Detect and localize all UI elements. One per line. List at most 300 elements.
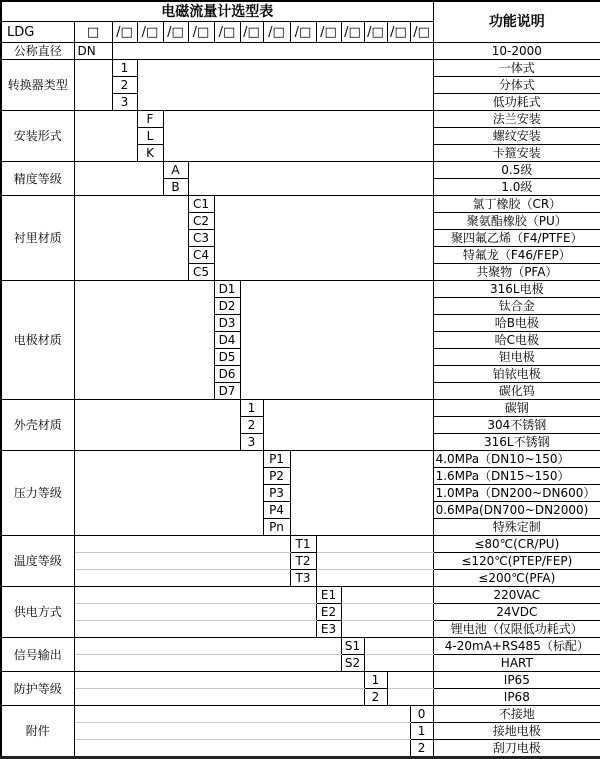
spacer-cell	[387, 94, 410, 111]
code-cell: D3	[214, 315, 240, 332]
spacer-cell	[290, 672, 316, 689]
spacer-cell	[137, 315, 163, 332]
table-row	[1, 502, 600, 519]
spacer-cell	[341, 145, 364, 162]
spacer-cell	[290, 451, 316, 468]
spacer-cell	[316, 298, 341, 315]
code-cell: D7	[214, 383, 240, 400]
spacer-cell	[387, 196, 410, 213]
spacer-cell	[290, 94, 316, 111]
spacer-cell	[290, 162, 316, 179]
code-cell: T3	[290, 570, 316, 587]
desc-cell: ≤120℃(PTEP/FEP)	[433, 553, 600, 570]
spacer-cell	[112, 196, 137, 213]
spacer-cell	[137, 587, 163, 604]
spacer-cell	[364, 383, 387, 400]
spacer-cell	[290, 315, 316, 332]
spacer-cell	[316, 264, 341, 281]
spacer-cell	[112, 740, 137, 758]
spacer-cell	[240, 672, 263, 689]
spacer-cell	[137, 196, 163, 213]
table-row	[1, 740, 600, 758]
spacer-cell	[364, 536, 387, 553]
code-cell: 1	[410, 723, 433, 740]
spacer-cell	[74, 689, 112, 706]
spacer-cell	[410, 689, 433, 706]
spacer-cell	[112, 332, 137, 349]
spacer-cell	[214, 570, 240, 587]
table-row	[1, 366, 600, 383]
spacer-cell	[263, 281, 290, 298]
spacer-cell	[341, 162, 364, 179]
spacer-cell	[137, 519, 163, 536]
code-cell: 3	[240, 434, 263, 451]
spacer-cell	[341, 196, 364, 213]
spacer-cell	[214, 111, 240, 128]
spacer-cell	[214, 434, 240, 451]
table-row	[1, 672, 600, 689]
spacer-cell	[341, 315, 364, 332]
spacer-cell	[112, 723, 137, 740]
spacer-cell	[112, 383, 137, 400]
spacer-cell	[387, 213, 410, 230]
spacer-cell	[290, 366, 316, 383]
spacer-cell	[112, 111, 137, 128]
spacer-cell	[74, 94, 112, 111]
spacer-cell	[137, 213, 163, 230]
spacer-cell	[263, 536, 290, 553]
table-row	[1, 43, 600, 60]
code-cell: D2	[214, 298, 240, 315]
spacer-cell	[112, 638, 137, 655]
spacer-cell	[410, 485, 433, 502]
spacer-cell	[112, 706, 137, 723]
spacer-cell	[74, 349, 112, 366]
spacer-cell	[163, 570, 188, 587]
spacer-cell	[316, 213, 341, 230]
spacer-cell	[341, 502, 364, 519]
desc-cell: 一体式	[433, 60, 600, 77]
spacer-cell	[112, 366, 137, 383]
spacer-cell	[74, 60, 112, 77]
spacer-cell	[163, 349, 188, 366]
table-row	[1, 536, 600, 553]
spacer-cell	[214, 43, 240, 60]
spacer-cell	[387, 264, 410, 281]
spacer-cell	[364, 315, 387, 332]
spacer-cell	[74, 723, 112, 740]
spacer-cell	[112, 655, 137, 672]
spacer-cell	[188, 111, 214, 128]
spacer-cell	[112, 349, 137, 366]
spacer-cell	[137, 485, 163, 502]
spacer-cell	[341, 383, 364, 400]
spacer-cell	[163, 366, 188, 383]
spacer-cell	[316, 281, 341, 298]
desc-cell: 1.0MPa（DN200~DN600）	[433, 485, 600, 502]
desc-cell: IP68	[433, 689, 600, 706]
table-row	[1, 655, 600, 672]
spacer-cell	[112, 434, 137, 451]
spacer-cell	[410, 451, 433, 468]
desc-cell: 螺纹安装	[433, 128, 600, 145]
spacer-cell	[263, 196, 290, 213]
spacer-cell	[188, 43, 214, 60]
spacer-cell	[240, 366, 263, 383]
spacer-cell	[290, 587, 316, 604]
spacer-cell	[410, 281, 433, 298]
spacer-cell	[137, 298, 163, 315]
spacer-cell	[163, 689, 188, 706]
spacer-cell	[341, 332, 364, 349]
page-title: 电磁流量计选型表	[1, 1, 433, 22]
spacer-cell	[74, 247, 112, 264]
spacer-cell	[240, 349, 263, 366]
spacer-cell	[364, 468, 387, 485]
spacer-cell	[214, 213, 240, 230]
spacer-cell	[74, 502, 112, 519]
spacer-cell	[163, 706, 188, 723]
spacer-cell	[316, 94, 341, 111]
section-label: 衬里材质	[1, 196, 74, 281]
spacer-cell	[188, 502, 214, 519]
spacer-cell	[316, 349, 341, 366]
spacer-cell	[364, 400, 387, 417]
spacer-cell	[112, 43, 137, 60]
spacer-cell	[163, 536, 188, 553]
spacer-cell	[290, 706, 316, 723]
spacer-cell	[112, 570, 137, 587]
spacer-cell	[163, 604, 188, 621]
spacer-cell	[188, 60, 214, 77]
spacer-cell	[316, 77, 341, 94]
spacer-cell	[240, 570, 263, 587]
spacer-cell	[188, 434, 214, 451]
spacer-cell	[137, 723, 163, 740]
spacer-cell	[263, 145, 290, 162]
spacer-cell	[214, 451, 240, 468]
spacer-cell	[74, 706, 112, 723]
spacer-cell	[137, 349, 163, 366]
spacer-cell	[137, 60, 163, 77]
spacer-cell	[410, 383, 433, 400]
desc-cell: 卡箍安装	[433, 145, 600, 162]
spacer-cell	[290, 638, 316, 655]
spacer-cell	[188, 179, 214, 196]
spacer-cell	[263, 621, 290, 638]
spacer-cell	[364, 621, 387, 638]
table-row	[1, 349, 600, 366]
spacer-cell	[387, 417, 410, 434]
spacer-cell	[316, 162, 341, 179]
spacer-cell	[163, 145, 188, 162]
spacer-cell	[163, 383, 188, 400]
spacer-cell	[410, 349, 433, 366]
spacer-cell	[387, 43, 410, 60]
spacer-cell	[387, 740, 410, 758]
spacer-cell	[410, 672, 433, 689]
section-label: 压力等级	[1, 451, 74, 536]
spacer-cell	[137, 672, 163, 689]
spacer-cell	[137, 247, 163, 264]
spacer-cell	[410, 417, 433, 434]
code-cell: C5	[188, 264, 214, 281]
spacer-cell	[263, 111, 290, 128]
spacer-cell	[112, 468, 137, 485]
spacer-cell	[364, 281, 387, 298]
spacer-cell	[137, 434, 163, 451]
spacer-cell	[387, 162, 410, 179]
desc-cell: 法兰安装	[433, 111, 600, 128]
spacer-cell	[163, 434, 188, 451]
spacer-cell	[163, 485, 188, 502]
code-cell: C1	[188, 196, 214, 213]
spacer-cell	[316, 468, 341, 485]
spacer-cell	[387, 298, 410, 315]
spacer-cell	[410, 179, 433, 196]
desc-cell: 碳化钨	[433, 383, 600, 400]
spacer-cell	[341, 536, 364, 553]
desc-cell: 哈C电极	[433, 332, 600, 349]
spacer-cell	[214, 400, 240, 417]
desc-cell: 220VAC	[433, 587, 600, 604]
table-row	[1, 400, 600, 417]
spacer-cell	[387, 536, 410, 553]
spacer-cell	[163, 247, 188, 264]
spacer-cell	[341, 485, 364, 502]
spacer-cell	[316, 145, 341, 162]
spacer-cell	[364, 77, 387, 94]
spacer-cell	[290, 400, 316, 417]
spacer-cell	[263, 723, 290, 740]
spacer-cell	[74, 587, 112, 604]
code-cell: E1	[316, 587, 341, 604]
spacer-cell	[290, 111, 316, 128]
spacer-cell	[137, 468, 163, 485]
spacer-cell	[240, 111, 263, 128]
desc-cell: ≤200℃(PFA)	[433, 570, 600, 587]
spacer-cell	[410, 332, 433, 349]
spacer-cell	[137, 366, 163, 383]
code-cell: D6	[214, 366, 240, 383]
spacer-cell	[410, 94, 433, 111]
spacer-cell	[364, 94, 387, 111]
spacer-cell	[112, 672, 137, 689]
code-cell: P2	[263, 468, 290, 485]
table-row	[1, 621, 600, 638]
spacer-cell	[341, 468, 364, 485]
table-row	[1, 587, 600, 604]
spacer-cell	[263, 587, 290, 604]
spacer-cell	[316, 434, 341, 451]
spacer-cell	[240, 519, 263, 536]
table-row	[1, 434, 600, 451]
code-cell: 3	[112, 94, 137, 111]
table-row	[1, 111, 600, 128]
spacer-cell	[316, 111, 341, 128]
spacer-cell	[263, 213, 290, 230]
spacer-cell	[188, 638, 214, 655]
spacer-cell	[290, 383, 316, 400]
spacer-cell	[163, 451, 188, 468]
desc-cell: 0.5级	[433, 162, 600, 179]
spacer-cell	[316, 400, 341, 417]
spacer-cell	[263, 264, 290, 281]
spacer-cell	[290, 77, 316, 94]
section-label: 防护等级	[1, 672, 74, 706]
spacer-cell	[316, 451, 341, 468]
code-cell: P3	[263, 485, 290, 502]
spacer-cell	[263, 740, 290, 758]
spacer-cell	[316, 230, 341, 247]
spacer-cell	[74, 281, 112, 298]
section-label: 信号输出	[1, 638, 74, 672]
spacer-cell	[341, 43, 364, 60]
table-row	[1, 1, 600, 22]
spacer-cell	[263, 553, 290, 570]
code-cell: C3	[188, 230, 214, 247]
spacer-cell	[263, 179, 290, 196]
spacer-cell	[163, 213, 188, 230]
spacer-cell	[163, 587, 188, 604]
code-cell: L	[137, 128, 163, 145]
spacer-cell	[316, 553, 341, 570]
spacer-cell	[263, 332, 290, 349]
desc-cell: 4-20mA+RS485（标配）	[433, 638, 600, 655]
spacer-cell	[387, 502, 410, 519]
table-row	[1, 179, 600, 196]
code-cell: S2	[341, 655, 364, 672]
spacer-cell	[74, 366, 112, 383]
spacer-cell	[387, 723, 410, 740]
spacer-cell	[410, 264, 433, 281]
spacer-cell	[290, 145, 316, 162]
spacer-cell	[290, 332, 316, 349]
spacer-cell	[316, 638, 341, 655]
spacer-cell	[290, 298, 316, 315]
spacer-cell	[387, 77, 410, 94]
table-row	[1, 264, 600, 281]
spacer-cell	[290, 485, 316, 502]
desc-cell: 聚四氟乙烯（F4/PTFE）	[433, 230, 600, 247]
spacer-cell	[341, 434, 364, 451]
spacer-cell	[387, 366, 410, 383]
spacer-cell	[188, 689, 214, 706]
spacer-cell	[387, 111, 410, 128]
spacer-cell	[410, 553, 433, 570]
spacer-cell	[341, 672, 364, 689]
desc-cell: 哈B电极	[433, 315, 600, 332]
spacer-cell	[74, 128, 112, 145]
desc-cell: 钛合金	[433, 298, 600, 315]
spacer-cell	[214, 638, 240, 655]
table-row	[1, 298, 600, 315]
model-box-cell: /□	[290, 22, 316, 43]
spacer-cell	[240, 706, 263, 723]
spacer-cell	[112, 587, 137, 604]
spacer-cell	[214, 604, 240, 621]
model-box-cell: /□	[112, 22, 137, 43]
table-row	[1, 315, 600, 332]
spacer-cell	[137, 264, 163, 281]
spacer-cell	[316, 706, 341, 723]
spacer-cell	[163, 621, 188, 638]
spacer-cell	[263, 298, 290, 315]
spacer-cell	[290, 247, 316, 264]
model-box-cell: /□	[263, 22, 290, 43]
spacer-cell	[137, 706, 163, 723]
spacer-cell	[387, 60, 410, 77]
code-cell: A	[163, 162, 188, 179]
spacer-cell	[137, 162, 163, 179]
spacer-cell	[410, 111, 433, 128]
spacer-cell	[188, 655, 214, 672]
spacer-cell	[188, 400, 214, 417]
spacer-cell	[188, 162, 214, 179]
spacer-cell	[263, 128, 290, 145]
model-box-cell: /□	[214, 22, 240, 43]
spacer-cell	[341, 94, 364, 111]
spacer-cell	[316, 655, 341, 672]
spacer-cell	[240, 468, 263, 485]
spacer-cell	[74, 315, 112, 332]
spacer-cell	[263, 366, 290, 383]
desc-cell: 共聚物（PFA）	[433, 264, 600, 281]
spacer-cell	[341, 706, 364, 723]
code-cell: 2	[410, 740, 433, 758]
spacer-cell	[214, 672, 240, 689]
spacer-cell	[240, 145, 263, 162]
spacer-cell	[188, 128, 214, 145]
code-cell: 2	[112, 77, 137, 94]
spacer-cell	[410, 145, 433, 162]
table-row	[1, 519, 600, 536]
spacer-cell	[188, 315, 214, 332]
spacer-cell	[214, 128, 240, 145]
spacer-cell	[74, 451, 112, 468]
spacer-cell	[364, 264, 387, 281]
spacer-cell	[188, 740, 214, 758]
spacer-cell	[74, 264, 112, 281]
spacer-cell	[163, 468, 188, 485]
spacer-cell	[240, 383, 263, 400]
spacer-cell	[240, 213, 263, 230]
spacer-cell	[387, 570, 410, 587]
spacer-cell	[240, 689, 263, 706]
spacer-cell	[364, 553, 387, 570]
spacer-cell	[214, 230, 240, 247]
spacer-cell	[263, 434, 290, 451]
spacer-cell	[74, 298, 112, 315]
spacer-cell	[74, 434, 112, 451]
spacer-cell	[163, 230, 188, 247]
model-box-cell: /□	[316, 22, 341, 43]
spacer-cell	[188, 723, 214, 740]
spacer-cell	[364, 213, 387, 230]
table-row	[1, 417, 600, 434]
spacer-cell	[163, 315, 188, 332]
model-box-cell: /□	[410, 22, 433, 43]
spacer-cell	[364, 570, 387, 587]
spacer-cell	[112, 128, 137, 145]
table-row	[1, 196, 600, 213]
spacer-cell	[188, 94, 214, 111]
spacer-cell	[214, 519, 240, 536]
code-cell: F	[137, 111, 163, 128]
table-row	[1, 162, 600, 179]
spacer-cell	[137, 179, 163, 196]
spacer-cell	[290, 349, 316, 366]
